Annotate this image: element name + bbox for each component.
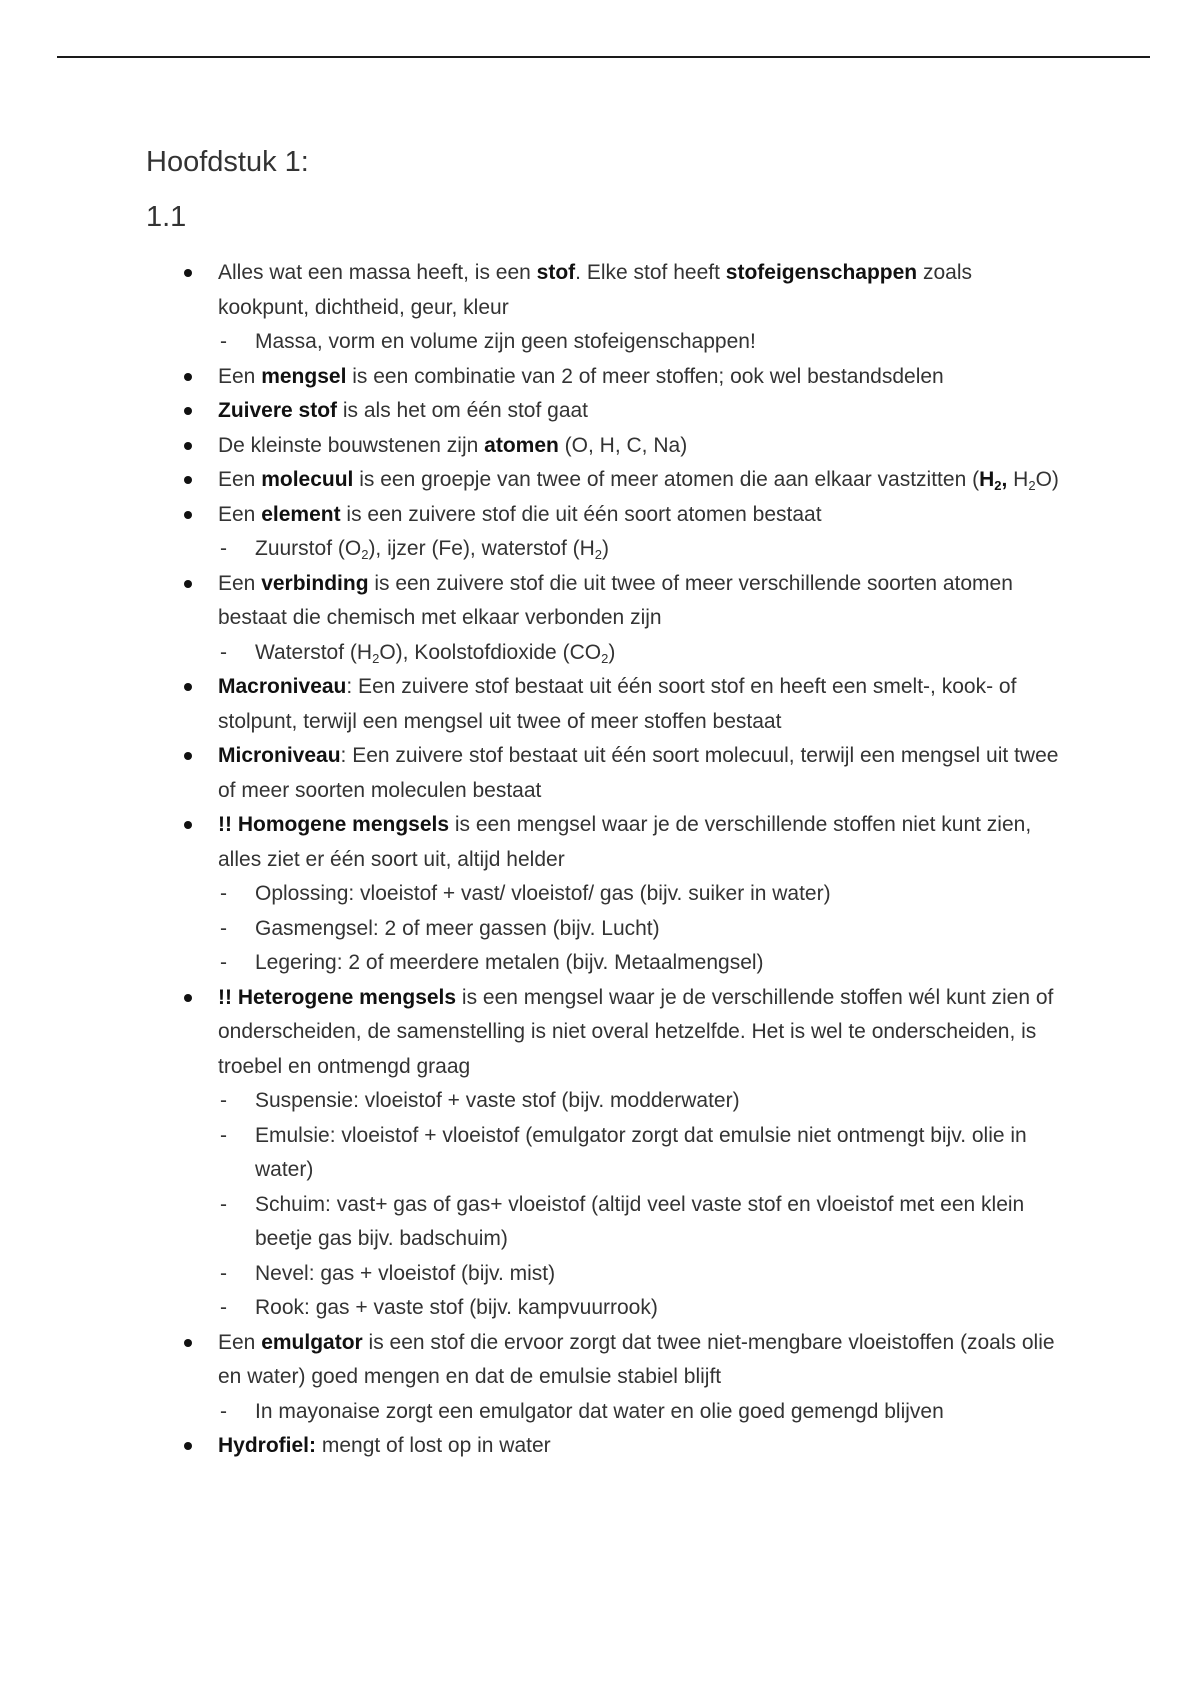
bullet-text: !! Heterogene mengsels is een mengsel waar je de verschillende stoffen wél kunt zien of onderscheiden, de samenstelling is niet overal hetzelfde. Het is wel te onderscheiden, is troebel en ontmengd graag: [218, 985, 1054, 1078]
bullet-icon: [184, 994, 192, 1002]
sub-list: [218, 636, 1066, 671]
bullet-text: Alles wat een massa heeft, is een stof. Elke stof heeft stofeigenschappen zoals kookpunt, dichtheid, geur, kleur: [218, 261, 972, 319]
sub-text: Schuim: vast+ gas of gas+ vloeistof (altijd veel vaste stof en vloeistof met een klein beetje gas bijv. badschuim): [255, 1192, 1025, 1250]
bullet-item: [146, 429, 1066, 464]
sub-item: [218, 325, 1066, 360]
dash-icon: -: [220, 1123, 227, 1147]
sub-item: [218, 1291, 1066, 1326]
bullet-text: Een mengsel is een combinatie van 2 of meer stoffen; ook wel bestandsdelen: [218, 364, 944, 388]
bold-term: emulgator: [261, 1330, 363, 1354]
sub-text: Massa, vorm en volume zijn geen stofeigenschappen!: [255, 330, 756, 353]
bullet-text: De kleinste bouwstenen zijn atomen (O, H, C, Na): [218, 433, 688, 457]
bold-term: Microniveau: [218, 744, 341, 767]
bullet-icon: [184, 752, 192, 760]
dash-icon: -: [220, 1296, 227, 1319]
sub-item: [218, 1119, 1066, 1188]
bullet-icon: [184, 683, 192, 691]
sub-item: [218, 1084, 1066, 1119]
sub-list: [218, 325, 1066, 360]
sub-text: Suspensie: vloeistof + vaste stof (bijv. modderwater): [255, 1089, 740, 1112]
bullet-item: [146, 981, 1066, 1326]
sub-text: Waterstof $(H_2O)$, Koolstofdioxide $(CO_2)$: [255, 640, 616, 666]
bullet-item: [146, 394, 1066, 429]
bold-term: element: [261, 502, 341, 526]
sub-item: [218, 877, 1066, 912]
sub-item: [218, 1257, 1066, 1292]
sub-text: Oplossing: vloeistof + vast/ vloeistof/ gas (bijv. suiker in water): [255, 882, 831, 905]
dash-icon: -: [220, 330, 227, 353]
bullet-icon: [184, 580, 192, 588]
header-rule: [57, 56, 1150, 58]
bullet-icon: [184, 1339, 192, 1347]
sub-list: [218, 1395, 1066, 1430]
bold-term: H: [979, 468, 995, 491]
bullet-text: !! Homogene mengsels is een mengsel waar je de verschillende stoffen niet kunt zien, alles ziet er één soort uit, altijd helder: [218, 813, 1032, 871]
bold-term: Zuivere stof: [218, 399, 338, 422]
sub-text: Legering: 2 of meerdere metalen (bijv. Metaalmengsel): [255, 951, 764, 974]
bullet-icon: [184, 511, 192, 519]
bullet-text: Hydrofiel: mengt of lost op in water: [218, 1434, 551, 1457]
bullet-icon: [184, 269, 192, 277]
bullet-item: [146, 808, 1066, 981]
bullet-icon: [184, 407, 192, 415]
sub-text: In mayonaise zorgt een emulgator dat water en olie goed gemengd blijven: [255, 1399, 944, 1423]
sub-item: [218, 1395, 1066, 1430]
sub-list: [218, 877, 1066, 981]
document-page: [146, 146, 1066, 1464]
bullet-item: [146, 256, 1066, 360]
bullet-icon: [184, 373, 192, 381]
bullet-icon: [184, 821, 192, 829]
dash-icon: -: [220, 640, 227, 664]
sub-list: [218, 532, 1066, 567]
bullet-item: [146, 1429, 1066, 1464]
bold-term: mengsel: [261, 364, 347, 388]
bold-term: stof: [536, 261, 576, 284]
dash-icon: -: [220, 916, 227, 940]
sub-item: [218, 532, 1066, 567]
sub-item: [218, 946, 1066, 981]
dash-icon: -: [220, 951, 227, 974]
dash-icon: -: [220, 1261, 227, 1285]
dash-icon: -: [220, 537, 227, 560]
bullet-text: Een emulgator is een stof die ervoor zorgt dat twee niet-mengbare vloeistoffen (zoals olie en water) goed mengen en dat de emulsie stabiel blijft: [218, 1330, 1055, 1388]
bold-term: Macroniveau: [218, 675, 347, 698]
bullet-icon: [184, 442, 192, 450]
sub-text: Emulsie: vloeistof + vloeistof (emulgator zorgt dat emulsie niet ontmengt bijv. olie in water): [255, 1123, 1027, 1181]
bullet-item: [146, 567, 1066, 671]
bold-term: molecuul: [261, 468, 354, 491]
bold-term: stofeigenschappen: [725, 261, 918, 284]
bullet-text: Een molecuul is een groepje van twee of meer atomen die aan elkaar vastzitten ($H_2$, $H_2O$): [218, 468, 1059, 493]
bullet-item: [146, 498, 1066, 567]
sub-item: [218, 1188, 1066, 1257]
bullet-text: Macroniveau: Een zuivere stof bestaat uit één soort stof en heeft een smelt-, kook- of stolpunt, terwijl een mengsel uit twee of meer stoffen bestaat: [218, 675, 1017, 733]
dash-icon: -: [220, 1192, 227, 1216]
bullet-item: [146, 463, 1066, 498]
bullet-text: Microniveau: Een zuivere stof bestaat uit één soort molecuul, terwijl een mengsel uit twee of meer soorten moleculen bestaat: [218, 744, 1059, 802]
dash-icon: -: [220, 1089, 227, 1112]
sub-list: [218, 1084, 1066, 1326]
sub-item: [218, 912, 1066, 947]
bullet-item: [146, 739, 1066, 808]
bullet-item: [146, 670, 1066, 739]
bullet-text: Zuivere stof is als het om één stof gaat: [218, 399, 589, 422]
bold-term: atomen: [484, 433, 559, 457]
sub-text: Nevel: gas + vloeistof (bijv. mist): [255, 1261, 556, 1285]
dash-icon: -: [220, 882, 227, 905]
sub-item: [218, 636, 1066, 671]
bullet-item: [146, 360, 1066, 395]
bullet-text: Een verbinding is een zuivere stof die uit twee of meer verschillende soorten atomen bestaat die chemisch met elkaar verbonden zijn: [218, 571, 1013, 629]
bullet-icon: [184, 476, 192, 484]
bullet-text: Een element is een zuivere stof die uit één soort atomen bestaat: [218, 502, 822, 526]
bold-term: verbinding: [261, 571, 369, 595]
section-heading: 1.1: [146, 201, 187, 233]
sub-text: Zuurstof $(O_2)$, ijzer (Fe), waterstof $(H_2)$: [255, 537, 610, 562]
sub-text: Gasmengsel: 2 of meer gassen (bijv. Lucht): [255, 916, 660, 940]
sub-text: Rook: gas + vaste stof (bijv. kampvuurrook): [255, 1296, 658, 1319]
bullet-item: [146, 1326, 1066, 1430]
chapter-heading: Hoofdstuk 1:: [146, 146, 309, 178]
bold-term: !! Heterogene mengsels: [218, 985, 457, 1009]
bold-term: !! Homogene mengsels: [218, 813, 450, 836]
bold-term: Hydrofiel:: [218, 1434, 317, 1457]
dash-icon: -: [220, 1399, 227, 1423]
bullet-list: [146, 256, 1066, 1464]
bullet-icon: [184, 1442, 192, 1450]
bold-term: ,: [1001, 468, 1008, 491]
